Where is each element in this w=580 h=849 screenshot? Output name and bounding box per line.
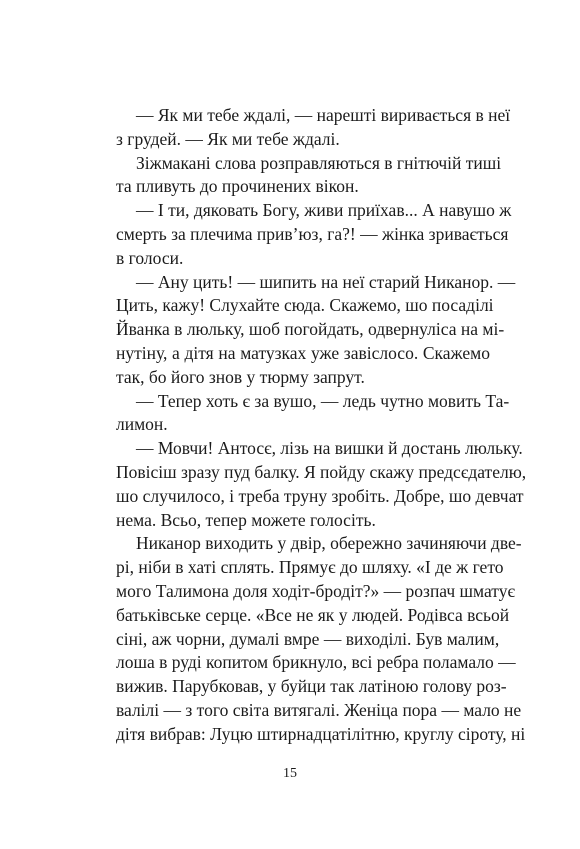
- text-line: Цить, кажу! Слухайте сюда. Скажемо, шо посаділі: [116, 295, 494, 316]
- text-line: батьківське серце. «Все не як у людей. Родівса всьой: [116, 604, 510, 625]
- text-line: в голоси.: [116, 247, 184, 268]
- text-line: Йванка в люльку, шоб погойдать, одвернуліса на мі-: [116, 319, 505, 340]
- text-line: вижив. Парубковав, у буйци так латіною голову роз-: [116, 676, 507, 697]
- text-line: та пливуть до прочинених вікон.: [116, 176, 359, 197]
- text-line: мого Талимона доля ходіт-бродіт?» — розпач шматує: [116, 580, 515, 601]
- text-line: нема. Всьо, тепер можете голосіть.: [116, 509, 376, 530]
- text-line: — Ану цить! — шипить на неї старий Никанор. —: [136, 271, 516, 292]
- page-number: 15: [283, 766, 297, 781]
- text-line: смерть за плечима прив’юз, га?! — жінка зривається: [116, 223, 509, 244]
- text-line: нутіну, а дітя на матузках уже завіслосо. Скажемо: [116, 342, 490, 363]
- text-line: — Як ми тебе ждалі, — нарешті виривається в неї: [136, 105, 511, 125]
- text-line: Никанор виходить у двір, обережно зачиняючи две-: [136, 533, 522, 554]
- text-line: Повісіш зразу пуд балку. Я пойду скажу предсєдателю,: [116, 461, 527, 482]
- text-line: дітя вибрав: Луцю штирнадцатілітню, круглу сіроту, ні: [116, 723, 526, 744]
- text-line: лоша в руді копитом брикнуло, всі ребра поламало —: [116, 652, 516, 673]
- text-line: шо случилосо, і треба труну зробіть. Добре, шо девчат: [116, 485, 524, 506]
- text-line: — Мовчи! Антосє, лізь на вишки й достань люльку.: [136, 438, 523, 459]
- text-line: сіні, аж чорни, думалі вмре — виходілі. Був малим,: [116, 628, 500, 649]
- text-line: так, бо його знов у тюрму запрут.: [116, 366, 365, 387]
- text-line: Зіжмакані слова розправляються в гнітючій тиші: [136, 152, 502, 173]
- text-line: — Тепер хоть є за вушо, — ледь чутно мовить Та-: [136, 390, 510, 411]
- text-line: лимон.: [116, 414, 168, 435]
- text-line: з грудей. — Як ми тебе ждалі.: [116, 128, 340, 149]
- body-text: [116, 104, 527, 747]
- text-line: — І ти, дяковать Богу, живи приїхав... А навушо ж: [136, 200, 512, 221]
- text-line: рі, ніби в хаті сплять. Прямує до шляху. «І де ж гето: [116, 557, 504, 578]
- text-line: валілі — з того світа витягалі. Женіца пора — мало не: [116, 699, 522, 720]
